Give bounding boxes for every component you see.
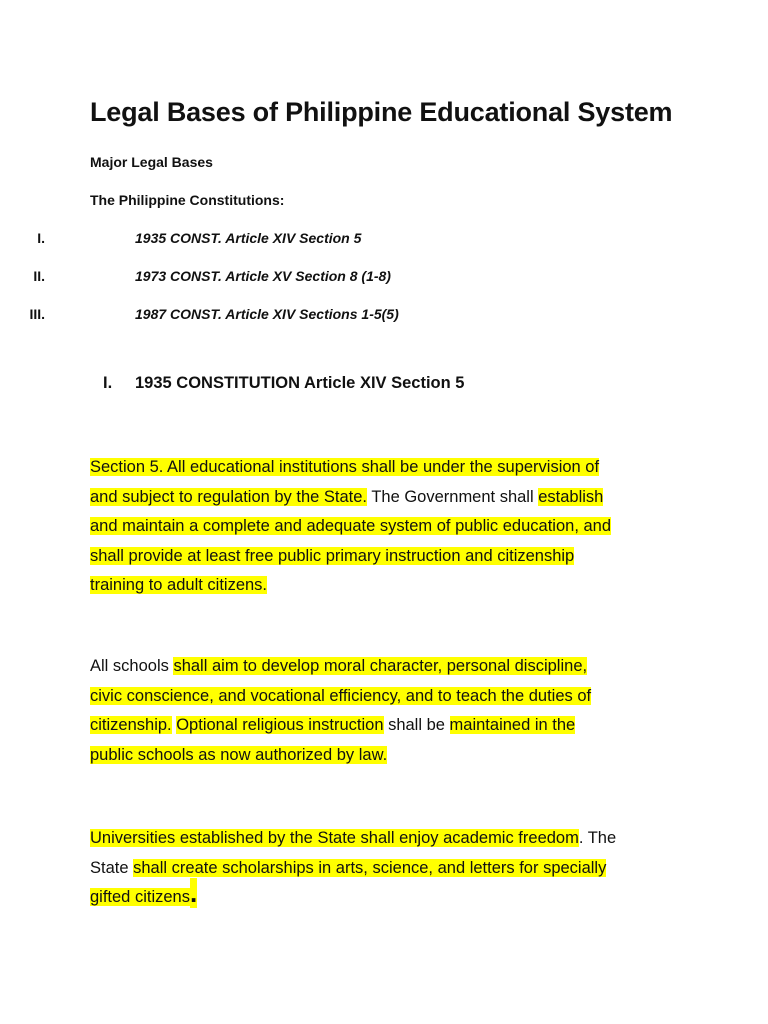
highlighted-text: Universities established by the State shall enjoy academic freedom <box>90 829 579 847</box>
highlighted-text: shall aim to develop moral character, personal discipline, <box>173 657 588 675</box>
paragraph-universities <box>90 824 690 913</box>
plain-text: The Government shall <box>367 487 539 506</box>
highlighted-text: Section 5. All educational institutions shall be under the supervision of <box>90 458 600 476</box>
highlighted-text: training to adult citizens. <box>90 576 268 594</box>
highlighted-text: gifted citizens <box>90 888 190 906</box>
section-heading <box>0 371 720 395</box>
constitution-list-item <box>0 303 700 325</box>
document-title: Legal Bases of Philippine Educational System <box>90 97 673 127</box>
highlighted-text: maintained in the <box>449 716 576 734</box>
plain-text: All schools <box>90 657 174 675</box>
highlighted-text: public schools as now authorized by law. <box>90 745 388 764</box>
highlighted-text: shall create scholarships in arts, science, and letters for specially <box>133 858 607 877</box>
constitutions-heading: The Philippine Constitutions: <box>90 192 285 208</box>
paragraph-all-schools <box>90 652 690 770</box>
section-numeral: I. <box>103 374 113 392</box>
highlighted-text: establish <box>538 487 604 506</box>
paragraph-section-5 <box>90 453 690 601</box>
plain-text: State <box>90 858 134 877</box>
highlighted-text: and subject to regulation by the State. <box>90 487 368 506</box>
list-numeral: III. <box>29 306 45 322</box>
constitution-list-item <box>0 265 700 287</box>
plain-text: . The <box>578 829 617 847</box>
highlighted-text: . <box>189 878 198 908</box>
constitution-list-item <box>0 227 700 249</box>
highlighted-text: Optional religious instruction <box>176 716 384 734</box>
list-item-text: 1935 CONST. Article XIV Section 5 <box>135 230 362 246</box>
highlighted-text: citizenship. <box>90 716 172 734</box>
highlighted-text: civic conscience, and vocational efficiency, and to teach the duties of <box>90 686 592 705</box>
list-numeral: I. <box>37 230 45 246</box>
list-item-text: 1987 CONST. Article XIV Sections 1-5(5) <box>135 306 399 322</box>
list-numeral: II. <box>33 268 45 284</box>
highlighted-text: shall provide at least free public primary instruction and citizenship <box>90 546 575 565</box>
major-legal-bases-heading: Major Legal Bases <box>90 154 213 170</box>
section-title: 1935 CONSTITUTION Article XIV Section 5 <box>135 374 465 392</box>
plain-text: shall be <box>383 716 450 734</box>
highlighted-text: and maintain a complete and adequate system of public education, and <box>90 517 612 535</box>
list-item-text: 1973 CONST. Article XV Section 8 (1-8) <box>135 268 391 284</box>
